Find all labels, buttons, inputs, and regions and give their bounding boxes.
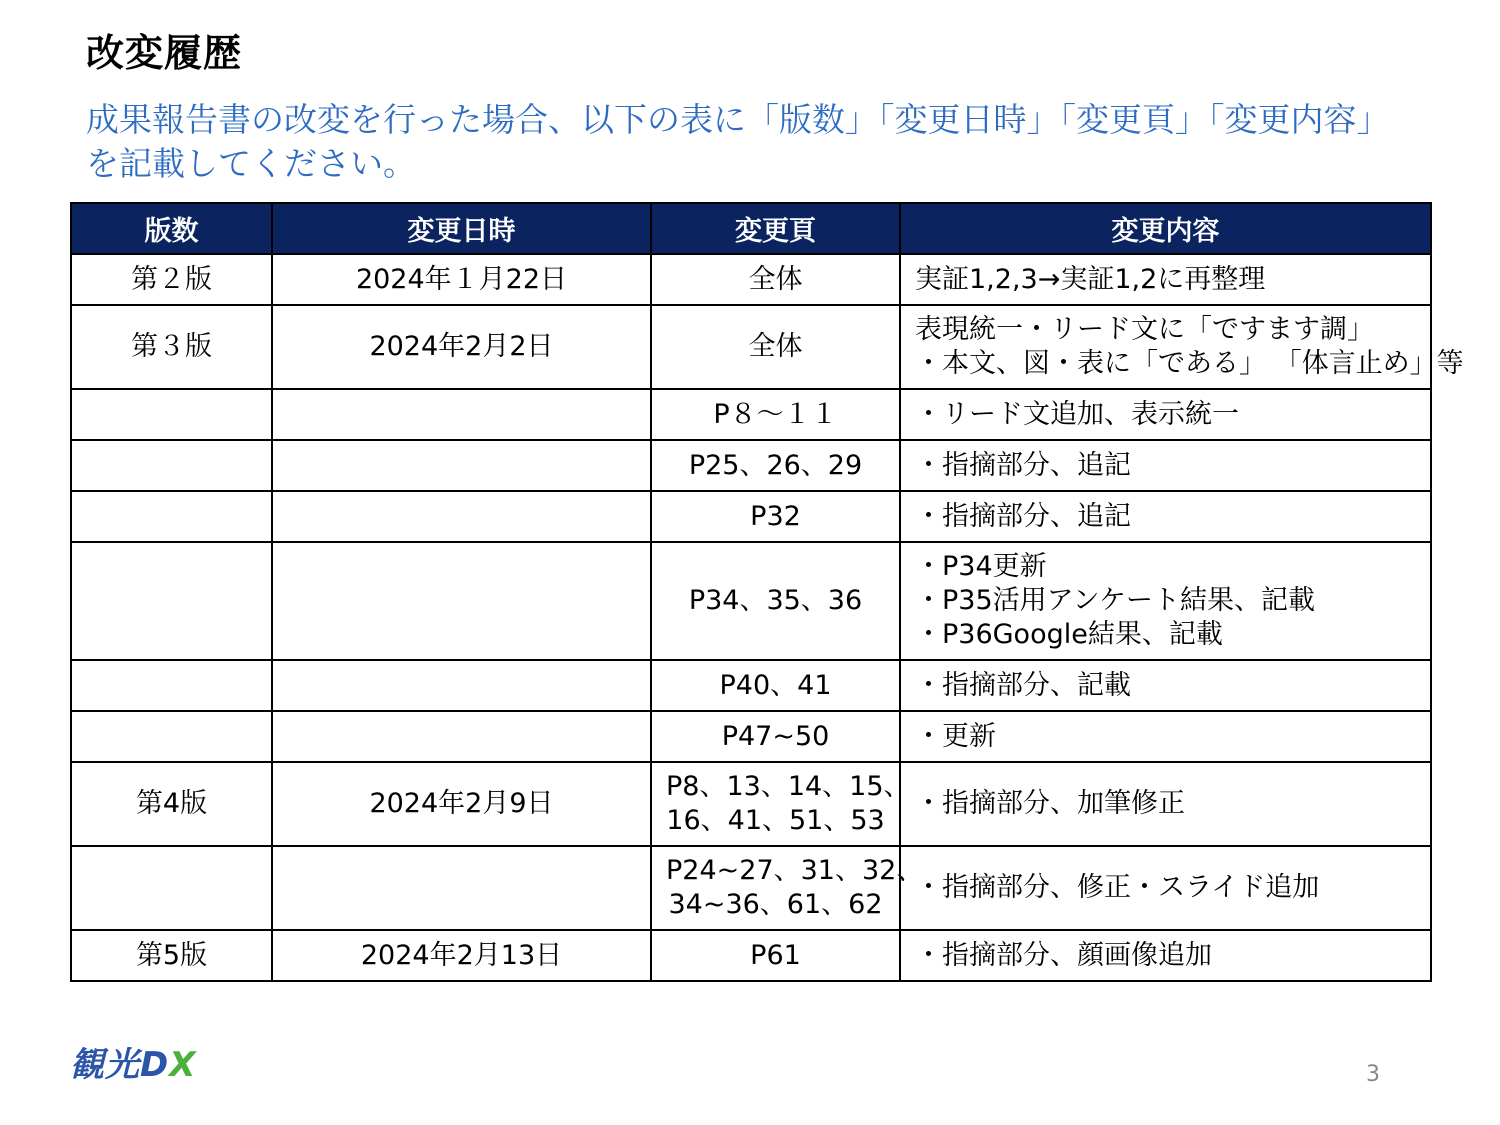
content-line: ・本文、図・表に「である」 「体言止め」等 — [915, 348, 1464, 379]
date-cell: 2024年2月2日 — [272, 305, 651, 389]
lead-line-2: を記載してください。 — [86, 144, 416, 183]
content-cell — [900, 440, 1431, 491]
content-cell — [900, 389, 1431, 440]
content-line: ・指摘部分、加筆修正 — [915, 788, 1185, 819]
date-cell — [272, 711, 651, 762]
version-cell — [71, 542, 272, 660]
pages-cell — [651, 762, 911, 846]
table-row — [71, 762, 1431, 846]
pages-cell — [651, 930, 900, 981]
content-cell — [900, 542, 1431, 660]
date-cell — [272, 491, 651, 542]
version-cell — [71, 846, 272, 930]
version-cell: 第5版 — [71, 930, 272, 981]
logo-x: X — [169, 1045, 197, 1085]
version-cell — [71, 440, 272, 491]
content-line: ・P34更新 — [915, 551, 1047, 582]
content-line: ・P36Google結果、記載 — [915, 619, 1223, 650]
pages-cell — [651, 542, 900, 660]
table-row — [71, 542, 1431, 660]
pages-cell — [651, 440, 900, 491]
pages-line: P61 — [750, 939, 801, 971]
version-cell — [71, 389, 272, 440]
header-version: 版数 — [71, 203, 272, 254]
content-cell — [900, 930, 1431, 981]
pages-line: 全体 — [748, 263, 803, 295]
pages-line: P８～１１ — [713, 398, 838, 430]
version-cell: 第4版 — [71, 762, 272, 846]
version-cell: 第２版 — [71, 254, 272, 305]
header-content: 変更内容 — [900, 203, 1431, 254]
date-cell: 2024年１月22日 — [272, 254, 651, 305]
content-line: ・指摘部分、追記 — [915, 500, 1131, 532]
pages-line: P34、35、36 — [688, 585, 863, 616]
content-cell — [900, 762, 1431, 846]
pages-cell — [651, 491, 900, 542]
header-pages: 変更頁 — [651, 203, 900, 254]
pages-cell — [651, 660, 900, 711]
table-row — [71, 491, 1431, 542]
table-row — [71, 711, 1431, 762]
content-line: ・指摘部分、記載 — [915, 669, 1131, 701]
content-line: ・更新 — [915, 720, 996, 752]
table-row — [71, 660, 1431, 711]
version-cell: 第３版 — [71, 305, 272, 389]
content-line: ・指摘部分、修正・スライド追加 — [915, 872, 1320, 903]
content-line: ・リード文追加、表示統一 — [915, 398, 1239, 430]
table-header-row — [71, 203, 1431, 254]
pages-line: P8、13、14、15、 — [666, 771, 911, 802]
pages-cell — [651, 389, 900, 440]
logo-kanji: 観光 — [70, 1045, 140, 1085]
date-cell: 2024年2月13日 — [272, 930, 651, 981]
pages-line: 16、41、51、53 — [666, 805, 885, 836]
date-cell — [272, 846, 651, 930]
pages-cell — [651, 305, 900, 389]
lead-line-1: 成果報告書の改変を行った場合、以下の表に「版数」「変更日時」「変更頁」「変更内容」 — [86, 100, 1390, 139]
pages-line: P25、26、29 — [688, 449, 863, 481]
date-cell — [272, 389, 651, 440]
content-line: 実証1,2,3→実証1,2に再整理 — [915, 263, 1266, 295]
header-date: 変更日時 — [272, 203, 651, 254]
content-line: 表現統一・リード文に「ですます調」 — [915, 314, 1374, 345]
content-cell — [900, 660, 1431, 711]
table-row — [71, 846, 1431, 930]
logo-d: D — [140, 1045, 170, 1085]
page-number: 3 — [1366, 1062, 1380, 1087]
version-cell — [71, 491, 272, 542]
pages-line: 34~36、61、62 — [668, 889, 883, 920]
pages-line: P40、41 — [719, 669, 832, 701]
date-cell — [272, 542, 651, 660]
content-line: ・指摘部分、顔画像追加 — [915, 939, 1212, 971]
content-cell — [900, 846, 1431, 930]
content-cell — [900, 491, 1431, 542]
content-line: ・P35活用アンケート結果、記載 — [915, 585, 1316, 616]
logo-text — [70, 1037, 196, 1086]
pages-cell — [651, 846, 924, 930]
content-cell — [900, 254, 1431, 305]
version-cell — [71, 711, 272, 762]
pages-line: P32 — [750, 500, 801, 532]
revision-history-table — [70, 202, 1464, 982]
lead-text — [86, 98, 1446, 186]
table-row — [71, 930, 1431, 981]
version-cell — [71, 660, 272, 711]
content-line: ・指摘部分、追記 — [915, 449, 1131, 481]
pages-cell — [651, 711, 900, 762]
date-cell — [272, 660, 651, 711]
table-row — [71, 389, 1431, 440]
date-cell: 2024年2月9日 — [272, 762, 651, 846]
table-row — [71, 305, 1431, 389]
page-title: 改変履歴 — [86, 31, 243, 75]
pages-line: P24~27、31、32、 — [666, 855, 924, 886]
pages-line: 全体 — [748, 331, 803, 362]
table-row — [71, 254, 1431, 305]
table-row — [71, 440, 1431, 491]
date-cell — [272, 440, 651, 491]
pages-cell — [651, 254, 900, 305]
content-cell — [900, 305, 1464, 389]
content-cell — [900, 711, 1431, 762]
pages-line: P47~50 — [721, 720, 830, 752]
kanko-dx-logo — [70, 1042, 196, 1086]
